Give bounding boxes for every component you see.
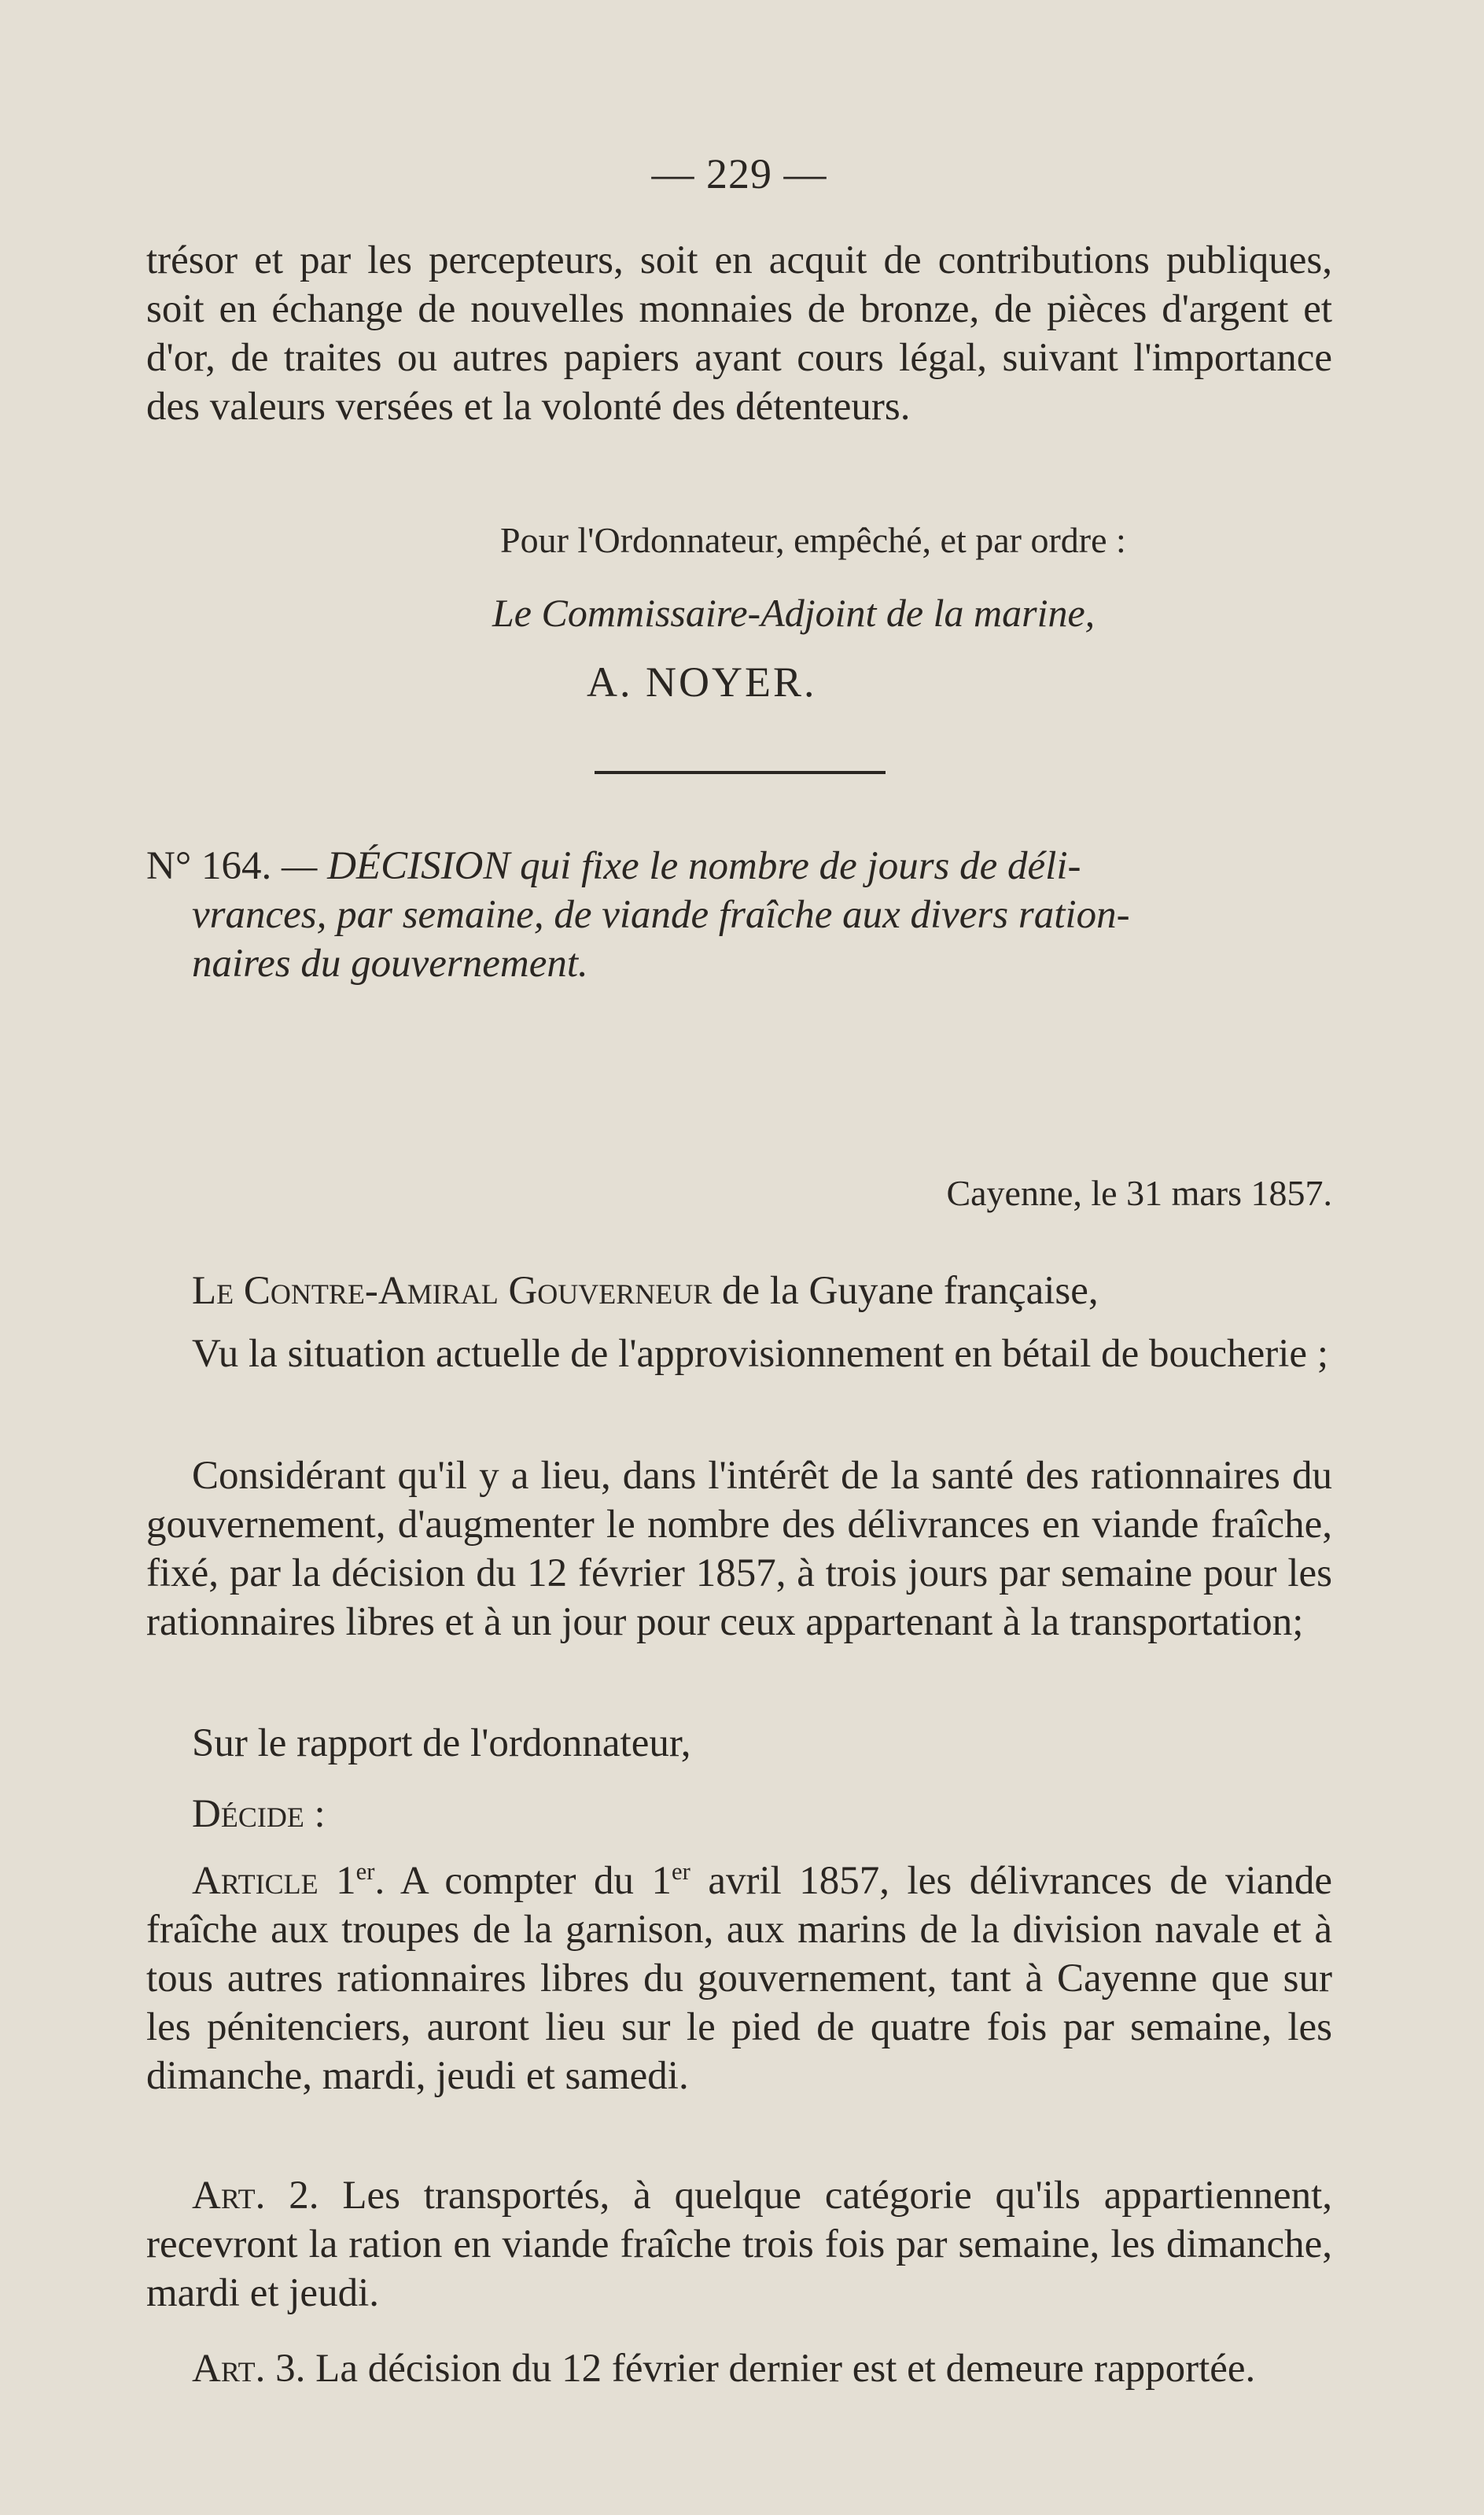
decision-title-line-1: — DÉCISION qui fixe le nombre de jours de déli- [281,844,1081,888]
section-divider [595,771,886,774]
article-3 [146,2344,1332,2393]
dateline: Cayenne, le 31 mars 1857. [946,1173,1332,1213]
preamble [146,1267,1332,1315]
article-1-text-a: . A compter du 1 [374,1859,672,1903]
article-2-text: Les transportés, à quelque catégorie qu'ils appartiennent, recevront la ration en viande fraîche trois fois par semaine, les dimanche, mardi et jeudi. [146,2174,1333,2315]
intro-paragraph: trésor et par les percepteurs, soit en acquit de contributions publiques, soit en échange de nouvelles monnaies de bronze, de pièces d'argent et d'or, de traites ou autres papiers ayant cours légal, suivant l'importance des valeurs versées et la volonté des détenteurs. [146,238,1332,429]
article-1-label: Article 1 [192,1859,356,1903]
preamble-rest: de la Guyane française, [712,1269,1099,1313]
signature-line-2: Le Commissaire-Adjoint de la marine, [492,591,1096,635]
page-number: — 229 — [651,150,827,197]
sur-rapport-paragraph: Sur le rapport de l'ordonnateur, [192,1721,691,1765]
article-2-label: Art. 2. [192,2174,319,2218]
decision-number: N° 164. [146,844,272,888]
article-3-label: Art. 3. [192,2347,306,2391]
considerant-paragraph: Considérant qu'il y a lieu, dans l'intérêt de la santé des rationnaires du gouvernement, d'augmenter le nombre des délivrances en viande fraîche, fixé, par la décision du 12 février 1857, à trois jours par semaine pour les rationnaires libres et à un jour pour ceux appartenant à la transportation; [146,1454,1332,1644]
vu-paragraph: Vu la situation actuelle de l'approvisionnement en bétail de boucherie ; [192,1332,1328,1376]
preamble-caps: Le Contre-Amiral Gouverneur [192,1269,713,1313]
signature-line-1: Pour l'Ordonnateur, empêché, et par ordre : [500,520,1126,560]
decision-title-line-2: vrances, par semaine, de viande fraîche aux divers ration- [192,893,1130,937]
article-1-text-sup: er [672,1858,690,1885]
signature-name: A. NOYER. [587,658,817,706]
article-1 [146,1857,1332,2100]
decision-title-line-3: naires du gouvernement. [192,942,588,986]
article-1-label-sup: er [355,1858,375,1885]
article-1-text-b: avril 1857, les délivrances de viande fraîche aux troupes de la garnison, aux marins de la division navale et à tous autres rationnaires libres du gouvernement, tant à Cayenne que sur les pénitenciers, auront lieu sur le pied de quatre fois par semaine, les dimanche, mardi, jeudi et samedi. [146,1859,1333,2098]
decide-heading: Décide : [192,1792,326,1836]
article-3-text: La décision du 12 février dernier est et demeure rapportée. [305,2347,1256,2391]
decision-heading [146,842,1332,988]
article-2 [146,2171,1332,2318]
